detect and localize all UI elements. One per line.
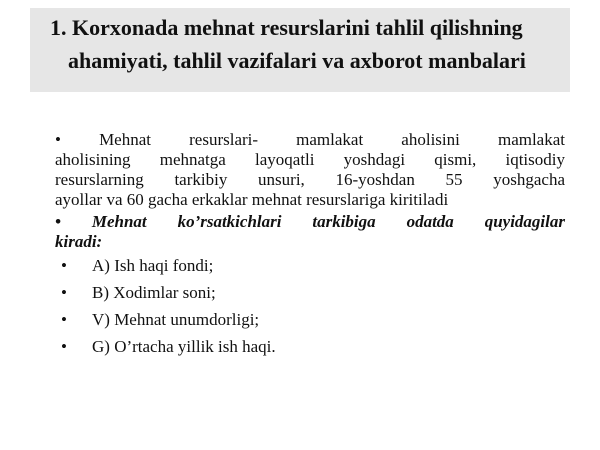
paragraph-line: • Mehnat resurslari- mamlakat aholisini mamlakat (55, 130, 565, 149)
heading-line: • Mehnat ko’rsatkichlari tarkibiga odatda quyidagilar (55, 212, 565, 231)
list-item-text: V) Mehnat unumdorligi; (92, 310, 260, 329)
indicators-heading (55, 212, 565, 252)
list-item (55, 283, 565, 303)
slide-title-line-1: 1. Korxonada mehnat resurslarini tahlil qilishning (50, 15, 523, 40)
slide-body (55, 130, 565, 357)
list-item (55, 337, 565, 357)
list-item-text: G) O’rtacha yillik ish haqi. (92, 337, 276, 356)
list-item-text: B) Xodimlar soni; (92, 283, 216, 302)
paragraph-line: resurslarning tarkibiy unsuri, 16-yoshdan 55 yoshgacha (55, 170, 565, 189)
list-item (55, 256, 565, 276)
bullet-icon: • (61, 310, 67, 329)
list-item (55, 310, 565, 330)
bullet-icon: • (61, 283, 67, 302)
slide-title-line-2: ahamiyati, tahlil vazifalari va axborot manbalari (68, 48, 526, 73)
heading-line: kiradi: (55, 232, 103, 251)
paragraph-line: ayollar va 60 gacha erkaklar mehnat resurslariga kiritiladi (55, 190, 449, 209)
definition-paragraph (55, 130, 565, 210)
bullet-icon: • (61, 337, 67, 356)
bullet-icon: • (61, 256, 67, 275)
paragraph-line: aholisining mehnatga layoqatli yoshdagi qismi, iqtisodiy (55, 150, 565, 169)
list-item-text: A) Ish haqi fondi; (92, 256, 214, 275)
